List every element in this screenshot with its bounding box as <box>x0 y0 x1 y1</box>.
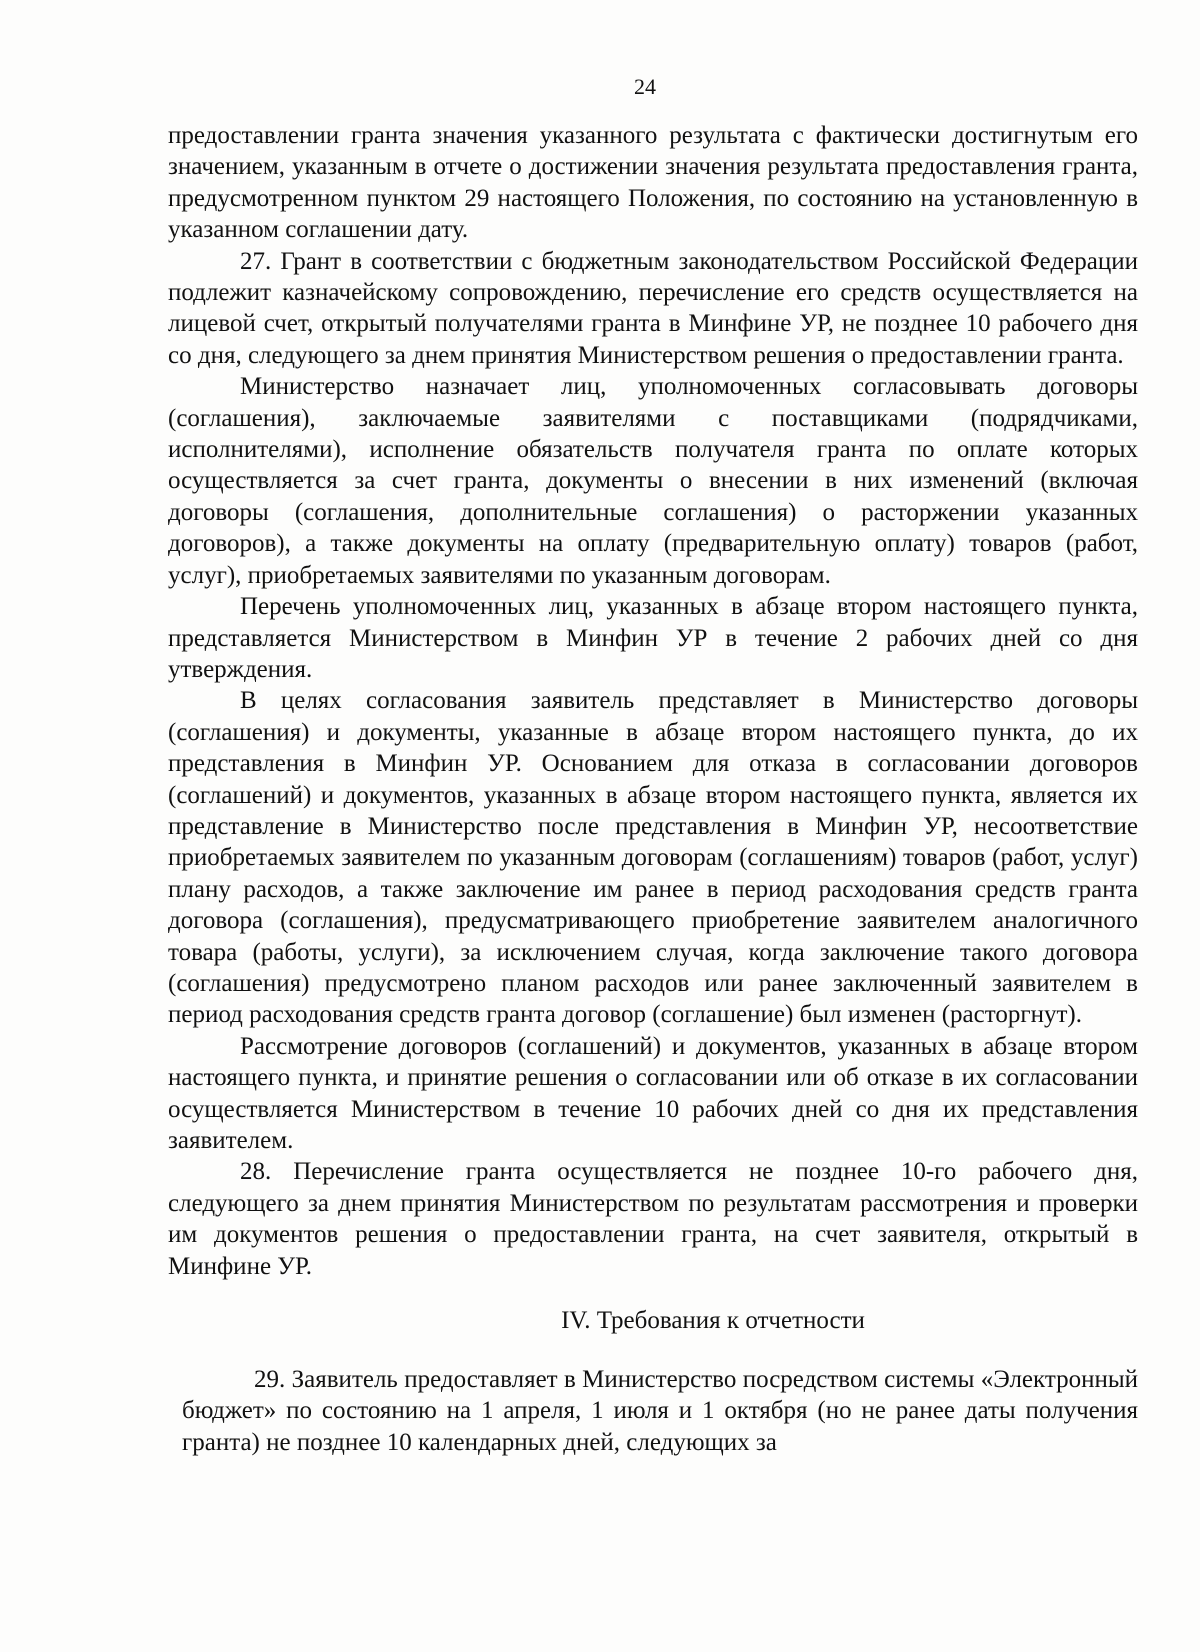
document-body <box>168 120 1138 1458</box>
paragraph-review: Рассмотрение договоров (соглашений) и документов, указанных в абзаце втором настоящего пункта, и принятие решения о согласовании или об отказе в их согласовании осуществляется Министерством в течение 10 рабочих дней со дня их представления заявителем. <box>168 1032 1138 1154</box>
paragraph-item-29: 29. Заявитель предоставляет в Министерство посредством системы «Электронный бюджет» по состоянию на 1 апреля, 1 июля и 1 октября (но не ранее даты получения гранта) не позднее 10 календарных дней, следующих за <box>182 1366 1138 1456</box>
paragraph-item-27: 27. Грант в соответствии с бюджетным законодательством Российской Федерации подлежит казначейскому сопровождению, перечисление его средств осуществляется на лицевой счет, открытый получателями гранта в Минфине УР, не позднее 10 рабочего дня со дня, следующего за днем принятия Министерством решения о предоставлении гранта. <box>168 247 1138 369</box>
paragraph-authorized-persons: Министерство назначает лиц, уполномоченных согласовывать договоры (соглашения), заключаемые заявителями с поставщиками (подрядчиками, исполнителями), исполнение обязательств получателя гранта по оплате которых осуществляется за счет гранта, документы о внесении в них изменений (включая договоры (соглашения, дополнительные соглашения) о расторжении указанных договоров), а также документы на оплату (предварительную оплату) товаров (работ, услуг), приобретаемых заявителями по указанным договорам. <box>168 373 1138 589</box>
paragraph-approval-purposes: В целях согласования заявитель представляет в Министерство договоры (соглашения) и документы, указанные в абзаце втором настоящего пункта, до их представления в Минфин УР. Основанием для отказа в согласовании договоров (соглашений) и документов, указанных в абзаце втором настоящего пункта, является их представление в Министерство после представления в Минфин УР, несоответствие приобретаемых заявителем по указанным договорам (соглашениям) товаров (работ, услуг) плану расходов, а также заключение им ранее в период расходования средств гранта договора (соглашения), предусматривающего приобретение заявителем аналогичного товара (работы, услуги), за исключением случая, когда заключение такого договора (соглашения) предусмотрено планом расходов или ранее заключенный заявителем в период расходования средств гранта договор (соглашение) был изменен (расторгнут). <box>168 687 1138 1029</box>
paragraph-item-28: 28. Перечисление гранта осуществляется не позднее 10-го рабочего дня, следующего за днем принятия Министерством по результатам рассмотрения и проверки им документов решения о предоставлении гранта, на счет заявителя, открытый в Минфине УР. <box>168 1158 1138 1280</box>
paragraph-continuation: предоставлении гранта значения указанного результата с фактически достигнутым его значением, указанным в отчете о достижении значения результата предоставления гранта, предусмотренном пунктом 29 настоящего Положения, по состоянию на установленную в указанном соглашении дату. <box>168 122 1138 244</box>
paragraph-persons-list: Перечень уполномоченных лиц, указанных в абзаце втором настоящего пункта, представляется Министерством в Минфин УР в течение 2 рабочих дней со дня утверждения. <box>168 593 1138 683</box>
section-heading: IV. Требования к отчетности <box>561 1307 865 1335</box>
page-number: 24 <box>634 74 656 99</box>
